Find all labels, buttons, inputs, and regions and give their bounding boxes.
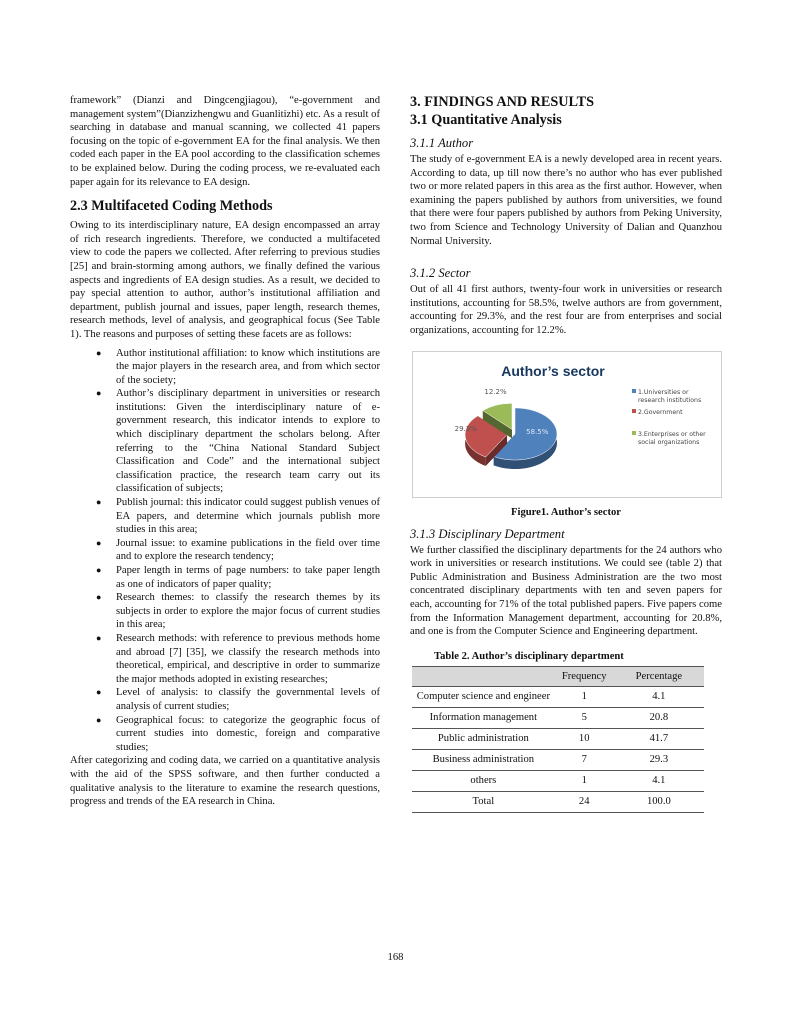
legend-swatch — [632, 409, 636, 413]
section-heading-2-3: 2.3 Multifaceted Coding Methods — [70, 198, 273, 215]
list-item: ● Journal issue: to examine publications in the field over time and to explore the research tendency; — [116, 537, 380, 564]
table-cell: 10 — [555, 728, 614, 749]
legend-swatch — [632, 389, 636, 393]
heading-author: 3.1.1 Author — [410, 136, 474, 150]
table-cell: 4.1 — [614, 686, 704, 707]
table-caption: Table 2. Author’s disciplinary department — [434, 650, 624, 662]
right-column — [410, 94, 722, 813]
legend-label: 2.Government — [638, 408, 683, 416]
table-row — [412, 728, 704, 749]
table-row — [412, 749, 704, 770]
page-number: 168 — [387, 952, 404, 963]
table-row — [412, 686, 704, 707]
subsection-heading-3-1: 3.1 Quantitative Analysis — [410, 112, 562, 128]
heading-disciplinary: 3.1.3 Disciplinary Department — [410, 526, 565, 541]
chart-title: Author’s sector — [501, 362, 605, 379]
section-heading-3: 3. FINDINGS AND RESULTS — [410, 94, 594, 110]
table-cell: 20.8 — [614, 707, 704, 728]
left-column — [70, 94, 380, 809]
table-cell: 7 — [555, 749, 614, 770]
table-cell: 41.7 — [614, 728, 704, 749]
table-row — [412, 770, 704, 791]
table-row — [412, 791, 704, 812]
legend-swatch — [632, 431, 636, 435]
table-cell: 5 — [555, 707, 614, 728]
table-cell: Computer science and engineer — [412, 686, 555, 707]
table-cell: Information management — [412, 707, 555, 728]
data-label: 12.2% — [484, 387, 507, 396]
table-header-cell: Frequency — [555, 666, 614, 686]
list-item: ● Author institutional affiliation: to know which institutions are the major players in the research area, and from which sector of the society; — [116, 347, 380, 388]
sector-paragraph: Out of all 41 first authors, twenty-four work in universities or research institutions, accounting for 58.5%, twelve authors are from government, accounting for 29.3%, and the rest four are from enterprises and social organizations, accounting for 12.2%. — [410, 284, 722, 336]
table-row — [412, 707, 704, 728]
table-header-cell — [412, 666, 555, 686]
data-label: 58.5% — [526, 427, 549, 436]
table-cell: 1 — [555, 686, 614, 707]
pie-chart — [413, 352, 721, 497]
table-cell: Business administration — [412, 749, 555, 770]
figure-author-sector — [412, 351, 722, 498]
list-item: ● Geographical focus: to categorize the geographic focus of current studies into domestic, foreign and comparative studies; — [116, 714, 380, 755]
list-item: ● Level of analysis: to classify the governmental levels of analysis of current studies; — [116, 686, 380, 713]
list-item: ● Paper length in terms of page numbers: to take paper length as one of indicators of paper quality; — [116, 564, 380, 591]
department-table — [412, 666, 704, 813]
list-item: ● Research themes: to classify the research themes by its subjects in order to explore the major focus of current studies in this area; — [116, 591, 380, 632]
table-cell: 29.3 — [614, 749, 704, 770]
figure-caption: Figure1. Author’s sector — [511, 506, 621, 518]
facet-list — [70, 347, 380, 755]
legend-label: 1.Universities or research institutions — [638, 388, 702, 404]
table-header-row — [412, 666, 704, 686]
table-cell: Total — [412, 791, 555, 812]
department-paragraph: We further classified the disciplinary departments for the 24 authors who work in universities or research institutions. We could see (table 2) that Public Administration and Business Administration are the two most concentrated disciplinary departments with ten and seven papers for each, accounting for 71% of the total published papers. Five papers come from the Information Management department, accounting for 20.8%, and one is from the Computer Science and Engineering department. — [410, 544, 722, 638]
table-cell: others — [412, 770, 555, 791]
table-header-cell: Percentage — [614, 666, 704, 686]
analysis-paragraph: After categorizing and coding data, we carried on a quantitative analysis with the aid of the SPSS software, and then further conducted a qualitative analysis to the literature to examine the research questions, progress and trends of the EA research in China. — [70, 755, 380, 808]
legend-label: 3.Enterprises or other social organizations — [638, 430, 706, 446]
list-item: ● Author’s disciplinary department in universities or research institutions: Given the interdisciplinary nature of e-government research, this indicator intends to explore to which disciplinary department the scholars belong. After referring to the “China National Standard Subject Classification and Code” and the international subject classification practice, the research team carry out its classification of subjects; — [116, 387, 380, 496]
table-cell: 100.0 — [614, 791, 704, 812]
author-paragraph: The study of e-government EA is a newly developed area in recent years. According to data, up till now there’s no author who has ever published two or more related papers in this area as the first author. However, when examining the papers published by authors from universities, we found that there were four papers published by authors from Peking University, two from Science and Technology University of Dalian and Quanzhou Normal University. — [410, 154, 722, 247]
table-cell: Public administration — [412, 728, 555, 749]
table-cell: 24 — [555, 791, 614, 812]
heading-sector: 3.1.2 Sector — [410, 266, 471, 281]
table-cell: 1 — [555, 770, 614, 791]
table-cell: 4.1 — [614, 770, 704, 791]
list-item: ● Publish journal: this indicator could suggest publish venues of EA papers, and determine which journals publish more studies in this area; — [116, 496, 380, 537]
intro-paragraph: framework” (Dianzi and Dingcengjiagou), “e-government and management system”(Dianzizhengwu and Guanlitizhi) etc. As a result of searching in database and manual scanning, we collected 41 papers focusing on the topic of e-government EA for the final analysis. We then coded each paper in the EA pool according to the classification schemes to be explained below. During the coding process, we re-evaluated each paper again for its relevance to EA design. — [70, 95, 380, 188]
list-item: ● Research methods: with reference to previous methods home and abroad [7] [35], we classify the research methods into theoretical, empirical, and descriptive in order to summarize the major methods adopted in existing researches; — [116, 632, 380, 686]
data-label: 29.3% — [454, 424, 477, 433]
coding-methods-paragraph: Owing to its interdisciplinary nature, EA design encompassed an array of rich research ingredients. Therefore, we conducted a multifaceted view to code the papers we collected. After referring to previous studies [25] and brain-storming among authors, we finally defined the various aspects and ingredients of EA design studies. As a result, we decided to pay special attention to author, author’s institutional affiliation and department, publish journal and issues, paper length, research themes, research methods, level of analysis, and geographical focus (See Table 1). The reasons and purposes of setting these facets are as follows: — [70, 220, 380, 340]
